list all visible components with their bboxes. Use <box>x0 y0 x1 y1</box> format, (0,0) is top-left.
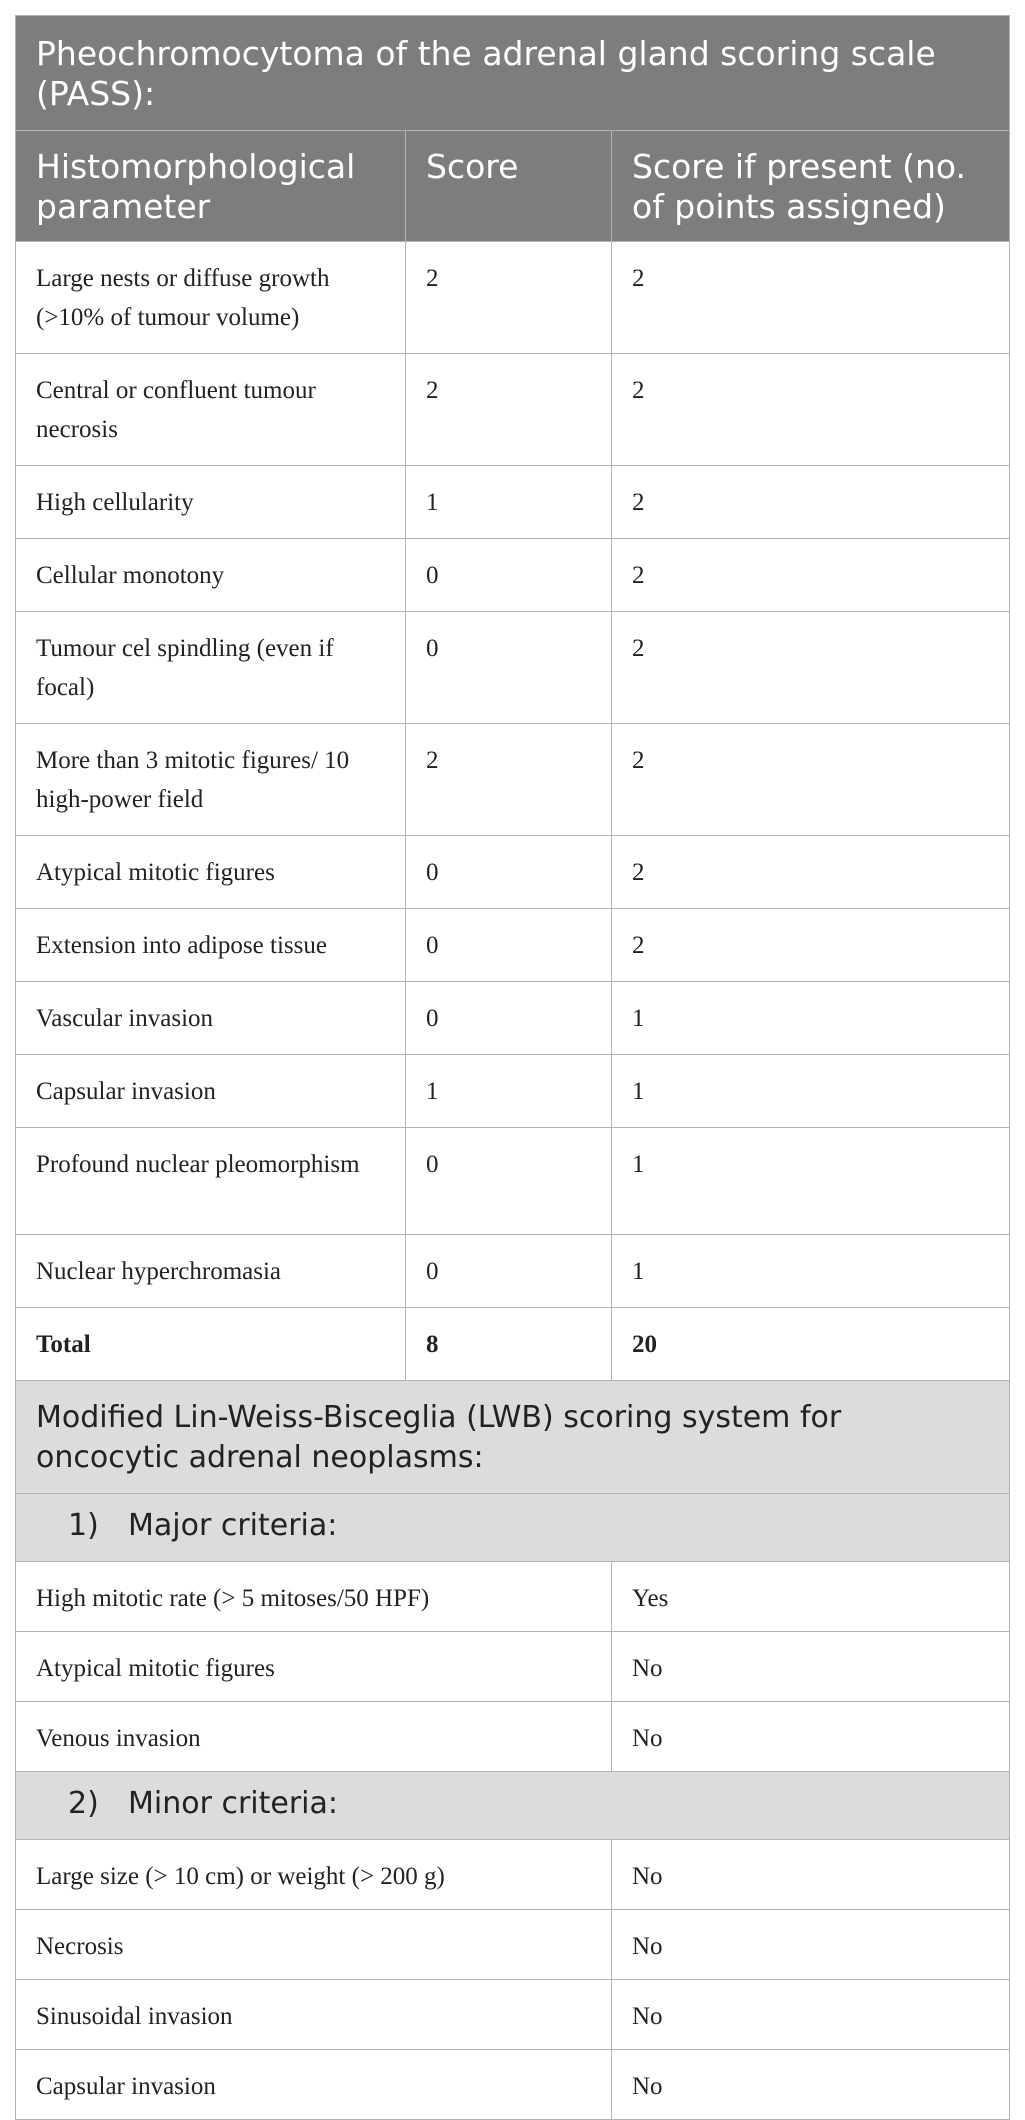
criterion-value-cell: No <box>612 1702 1010 1772</box>
table-row <box>16 836 1010 909</box>
pass-caption-row <box>16 16 1010 131</box>
score-cell: 2 <box>406 242 612 354</box>
parameter-cell: Cellular monotony <box>16 539 406 612</box>
table-row <box>16 539 1010 612</box>
minor-criteria-label: Minor criteria: <box>128 1786 338 1821</box>
score-cell: 1 <box>406 1055 612 1128</box>
score-cell: 0 <box>406 1235 612 1308</box>
major-criteria-number: 1) <box>68 1508 99 1543</box>
parameter-cell: Extension into adipose tissue <box>16 909 406 982</box>
table-row <box>16 909 1010 982</box>
table-row <box>16 982 1010 1055</box>
pass-header-row <box>16 131 1010 242</box>
table-row <box>16 242 1010 354</box>
parameter-cell: Vascular invasion <box>16 982 406 1055</box>
criterion-value-cell: No <box>612 1980 1010 2050</box>
points-cell: 2 <box>612 354 1010 466</box>
score-cell: 0 <box>406 909 612 982</box>
table-row <box>16 1980 1010 2050</box>
criterion-cell: Venous invasion <box>16 1702 612 1772</box>
total-points: 20 <box>612 1308 1010 1381</box>
table-row <box>16 1910 1010 1980</box>
criterion-value-cell: No <box>612 2050 1010 2120</box>
parameter-cell: Nuclear hyperchromasia <box>16 1235 406 1308</box>
header-score: Score <box>406 131 612 242</box>
score-cell: 2 <box>406 354 612 466</box>
criterion-value-cell: No <box>612 1840 1010 1910</box>
scoring-table <box>15 15 1010 2120</box>
lwb-caption: Modified Lin-Weiss-Bisceglia (LWB) scoring system for oncocytic adrenal neoplasms: <box>16 1381 1010 1494</box>
table-row <box>16 1055 1010 1128</box>
criterion-value-cell: No <box>612 1632 1010 1702</box>
table-row <box>16 724 1010 836</box>
parameter-cell: More than 3 mitotic figures/ 10 high-power field <box>16 724 406 836</box>
parameter-cell: High cellularity <box>16 466 406 539</box>
score-cell: 0 <box>406 539 612 612</box>
total-row <box>16 1308 1010 1381</box>
table-row <box>16 1235 1010 1308</box>
criterion-value-cell: Yes <box>612 1562 1010 1632</box>
criterion-cell: Sinusoidal invasion <box>16 1980 612 2050</box>
criterion-cell: Large size (> 10 cm) or weight (> 200 g) <box>16 1840 612 1910</box>
parameter-cell: Tumour cel spindling (even if focal) <box>16 612 406 724</box>
parameter-cell: Profound nuclear pleomorphism <box>16 1128 406 1235</box>
criterion-cell: Capsular invasion <box>16 2050 612 2120</box>
table-row <box>16 466 1010 539</box>
table-row <box>16 354 1010 466</box>
criterion-cell: High mitotic rate (> 5 mitoses/50 HPF) <box>16 1562 612 1632</box>
major-criteria-label: Major criteria: <box>128 1508 338 1543</box>
pass-caption: Pheochromocytoma of the adrenal gland scoring scale (PASS): <box>16 16 1010 131</box>
header-points: Score if present (no. of points assigned) <box>612 131 1010 242</box>
points-cell: 1 <box>612 982 1010 1055</box>
major-criteria-heading-row <box>16 1494 1010 1562</box>
minor-criteria-heading-row <box>16 1772 1010 1840</box>
points-cell: 1 <box>612 1235 1010 1308</box>
minor-criteria-heading <box>16 1772 1010 1840</box>
criterion-value-cell: No <box>612 1910 1010 1980</box>
points-cell: 2 <box>612 612 1010 724</box>
table-row <box>16 1128 1010 1235</box>
table-row <box>16 612 1010 724</box>
points-cell: 2 <box>612 539 1010 612</box>
lwb-caption-row <box>16 1381 1010 1494</box>
points-cell: 2 <box>612 909 1010 982</box>
score-cell: 0 <box>406 982 612 1055</box>
points-cell: 2 <box>612 836 1010 909</box>
table-row <box>16 1632 1010 1702</box>
header-parameter: Histomorphological parameter <box>16 131 406 242</box>
table-row <box>16 1702 1010 1772</box>
points-cell: 2 <box>612 466 1010 539</box>
points-cell: 1 <box>612 1055 1010 1128</box>
parameter-cell: Large nests or diffuse growth (>10% of tumour volume) <box>16 242 406 354</box>
criterion-cell: Necrosis <box>16 1910 612 1980</box>
total-score: 8 <box>406 1308 612 1381</box>
parameter-cell: Central or confluent tumour necrosis <box>16 354 406 466</box>
score-cell: 0 <box>406 836 612 909</box>
total-label: Total <box>16 1308 406 1381</box>
table-row <box>16 2050 1010 2120</box>
score-cell: 0 <box>406 612 612 724</box>
minor-criteria-number: 2) <box>68 1786 99 1821</box>
points-cell: 2 <box>612 242 1010 354</box>
table-row <box>16 1840 1010 1910</box>
criterion-cell: Atypical mitotic figures <box>16 1632 612 1702</box>
score-cell: 2 <box>406 724 612 836</box>
parameter-cell: Capsular invasion <box>16 1055 406 1128</box>
table-row <box>16 1562 1010 1632</box>
score-cell: 0 <box>406 1128 612 1235</box>
points-cell: 1 <box>612 1128 1010 1235</box>
points-cell: 2 <box>612 724 1010 836</box>
parameter-cell: Atypical mitotic figures <box>16 836 406 909</box>
score-cell: 1 <box>406 466 612 539</box>
scoring-table-container <box>15 15 1009 2120</box>
major-criteria-heading <box>16 1494 1010 1562</box>
